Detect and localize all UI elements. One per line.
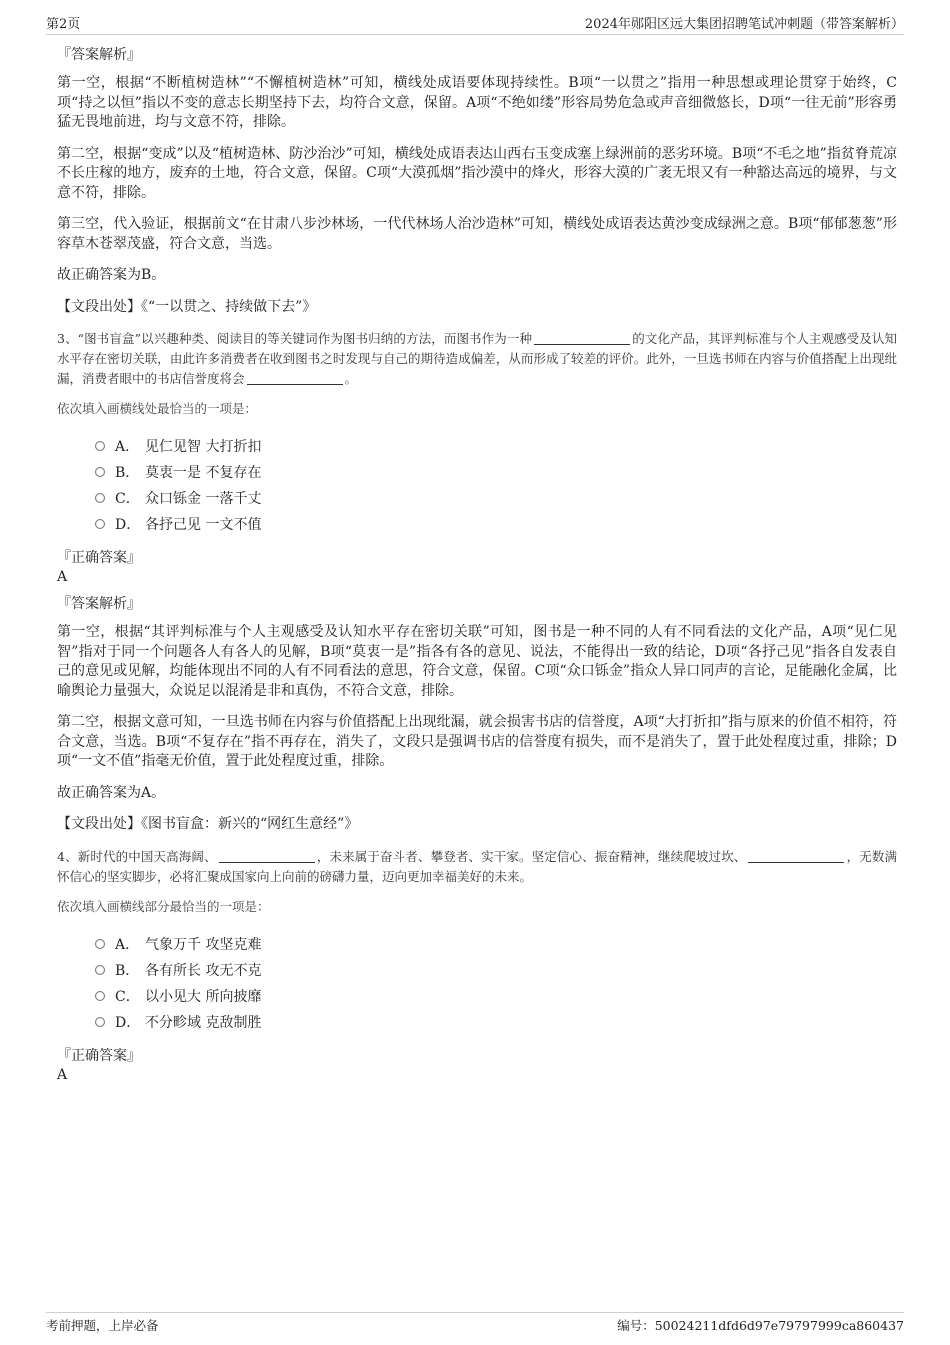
q4-correct-answer: A [57, 1066, 68, 1083]
option-text: 气象万千 攻坚克难 [145, 936, 262, 953]
q4-text [57, 847, 897, 887]
option-letter: A． [115, 936, 140, 953]
q2-conclusion: 故正确答案为B。 [57, 267, 166, 283]
page-number: 第2页 [46, 17, 81, 32]
radio-icon[interactable] [95, 939, 105, 949]
q3-text [57, 329, 897, 389]
footer-slogan: 考前押题，上岸必备 [46, 1318, 159, 1333]
option-text: 以小见大 所向披靡 [145, 988, 262, 1005]
document-id: 编号：50024211dfd6d97e79797999ca860437 [617, 1318, 904, 1333]
option-text: 见仁见智 大打折扣 [145, 439, 262, 455]
option-letter: B． [115, 465, 140, 481]
option-text: 莫衷一是 不复存在 [145, 465, 262, 481]
radio-icon[interactable] [95, 441, 105, 451]
q2-source: 【文段出处】《“一以贯之、持续做下去”》 [57, 298, 317, 315]
radio-icon[interactable] [95, 965, 105, 975]
q4-option-b[interactable] [95, 957, 897, 983]
option-letter: C． [115, 491, 140, 507]
q4-prompt: 依次填入画横线部分最恰当的一项是： [57, 898, 270, 914]
option-letter: D． [115, 517, 141, 533]
q2-analysis-para-3: 第三空，代入验证，根据前文“在甘肃八步沙林场，一代代林场人治沙造林”可知，横线处成语表达黄沙变成绿洲之意。B项“郁郁葱葱”形容草木苍翠茂盛，符合文意，当选。 [57, 216, 897, 252]
radio-icon[interactable] [95, 467, 105, 477]
document-title: 2024年郧阳区远大集团招聘笔试冲刺题（带答案解析） [584, 17, 904, 32]
q3-blank-1 [534, 332, 630, 345]
q2-analysis-para-2: 第二空，根据“变成”以及“植树造林、防沙治沙”可知，横线处成语表达山西右玉变成塞上绿洲前的恶劣环境。B项“不毛之地”指贫脊荒凉不长庄稼的地方，废弃的土地，符合文意，保留。C项“大漠孤烟”指沙漠中的烽火，形容大漠的广袤无垠又有一种豁达高远的境界，与文意不符，排除。 [57, 145, 897, 201]
q3-conclusion: 故正确答案为A。 [57, 784, 166, 801]
radio-icon[interactable] [95, 991, 105, 1001]
q4-text-part-1: 4、新时代的中国天高海阔、 [57, 848, 217, 864]
q2-analysis-label: 『答案解析』 [57, 47, 141, 63]
content [57, 44, 897, 1091]
option-text: 各有所长 攻无不克 [145, 962, 262, 979]
radio-icon[interactable] [95, 519, 105, 529]
q3-option-d[interactable] [95, 511, 897, 537]
q3-source: 【文段出处】《图书盲盒：新兴的“网红生意经”》 [57, 816, 359, 832]
q3-blank-2 [247, 372, 343, 385]
q3-text-part-3: 。 [344, 371, 358, 386]
q3-option-b[interactable] [95, 459, 897, 485]
option-letter: A． [115, 439, 140, 455]
option-text: 各抒己见 一文不值 [145, 517, 262, 533]
option-text: 不分畛域 克敌制胜 [145, 1014, 262, 1031]
option-letter: C． [115, 988, 140, 1005]
q4-blank-2 [748, 850, 844, 863]
q4-text-part-2: ，未来属于奋斗者、攀登者、实干家。坚定信心、振奋精神，继续爬坡过坎、 [316, 848, 747, 864]
option-text: 众口铄金 一落千丈 [145, 491, 262, 507]
q3-option-a[interactable] [95, 433, 897, 459]
option-letter: B． [115, 962, 140, 979]
q3-analysis-para-2: 第二空，根据文意可知，一旦选书师在内容与价值搭配上出现纰漏，就会损害书店的信誉度，A项“大打折扣”指与原来的价值不相符，符合文意，当选。B项“不复存在”指不再存在，消失了，文段只是强调书店的信誉度有损失，而不是消失了，置于此处程度过重，排除；D项“一文不值”指毫无价值，置于此处程度过重，排除。 [57, 714, 897, 769]
page-header [46, 10, 904, 35]
q3-correct-answer: A [57, 569, 68, 585]
q2-analysis-para-1: 第一空，根据“不断植树造林”“不懈植树造林”可知，横线处成语要体现持续性。B项“一以贯之”指用一种思想或理论贯穿于始终，C项“持之以恒”指以不变的意志长期坚持下去，均符合文意，保留。A项“不绝如缕”形容局势危急或声音细微悠长，D项“一往无前”形容勇猛无畏地前进，均与文意不符，排除。 [57, 75, 897, 130]
q3-option-c[interactable] [95, 485, 897, 511]
q3-analysis-para-1: 第一空，根据“其评判标准与个人主观感受及认知水平存在密切关联”可知，图书是一种不同的人有不同看法的文化产品，A项“见仁见智”指对于同一个问题各人有各人的见解，B项“莫衷一是”指各有各的意见、说法，不能得出一致的结论，D项“各抒己见”指各自发表自己的意见或见解，均能体现出不同的人有不同看法的意思，符合文意，保留。C项“众口铄金”指众人异口同声的言论，足能融化金属，比喻舆论力量强大，众说足以混淆是非和真伪，不符合文意，排除。 [57, 624, 897, 699]
q4-option-a[interactable] [95, 931, 897, 957]
option-letter: D． [115, 1014, 141, 1031]
q4-options [95, 931, 897, 1035]
q3-text-part-1: 3、“图书盲盒”以兴趣种类、阅读目的等关键词作为图书归纳的方法，而图书作为一种 [57, 331, 533, 346]
q4-text-part-3: ，无数满怀信心的坚实脚步，必将汇聚成国家向上向前的磅礴力量，迈向更加幸福美好的未来。 [57, 848, 897, 884]
q3-prompt: 依次填入画横线处最恰当的一项是： [57, 401, 258, 416]
q3-options [95, 433, 897, 537]
q4-blank-1 [219, 850, 315, 863]
q3-text-part-2: 的文化产品，其评判标准与个人主观感受及认知水平存在密切关联，由此许多消费者在收到图书之时发现与自己的期待造成偏差，从而形成了较差的评价。此外，一旦选书师在内容与价值搭配上出现纰漏，消费者眼中的书店信誉度将会 [57, 331, 897, 386]
q4-option-d[interactable] [95, 1009, 897, 1035]
q3-analysis-label: 『答案解析』 [57, 596, 141, 612]
page-footer [46, 1312, 904, 1334]
radio-icon[interactable] [95, 493, 105, 503]
q4-option-c[interactable] [95, 983, 897, 1009]
q3-correct-label: 『正确答案』 [57, 550, 141, 566]
radio-icon[interactable] [95, 1017, 105, 1027]
q4-correct-label: 『正确答案』 [57, 1047, 141, 1064]
